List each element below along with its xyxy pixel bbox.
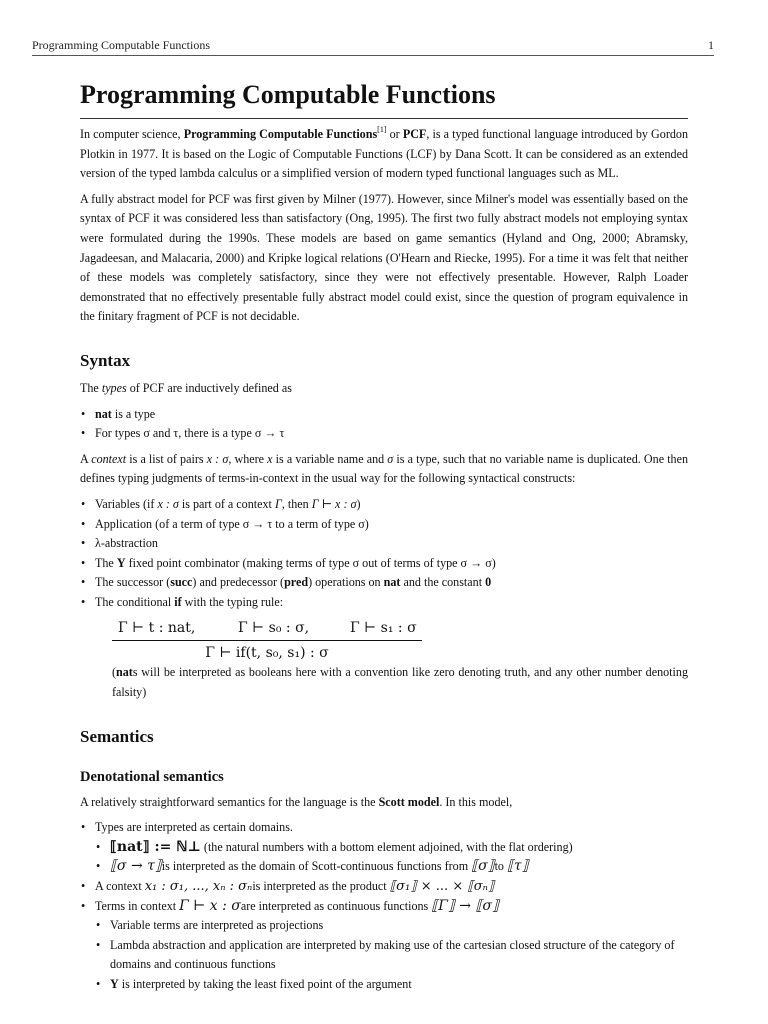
list-item: • Application (of a term of type σ → τ to a term of type σ) [80, 515, 688, 535]
semantics-list [80, 818, 688, 994]
math: ⟦σ → τ⟧ [110, 858, 162, 875]
text: ) and predecessor ( [192, 575, 285, 590]
types-intro [80, 379, 688, 399]
math: Γ [274, 496, 282, 511]
text: with the typing rule: [181, 594, 284, 609]
text: is a variable name and [272, 451, 388, 466]
list-item: • Types are interpreted as certain domains. [80, 818, 688, 838]
types-list [80, 405, 688, 444]
text: , is a typed functional language introduced by Gordon Plotkin in 1977. It is based on the Logic of Computable Functions (LCF) by Dana Scott. It can be considered as an extended version of the typed lambda calculus or a simplified version of modern typed functional languages such as ML. [80, 127, 688, 181]
math: ⟦nat⟧ := ℕ⊥ [110, 838, 201, 855]
nested-list [95, 838, 688, 877]
page-number: 1 [708, 38, 714, 52]
term-pcf: PCF [402, 127, 427, 141]
math: ⟦σ₁⟧ × ... × ⟦σₙ⟧ [389, 879, 495, 895]
list-item [80, 897, 688, 917]
term-nat: nat [116, 665, 133, 680]
list-item [80, 495, 688, 515]
text: A context [95, 879, 145, 894]
text: or [386, 127, 403, 141]
text: The [95, 555, 117, 570]
list-item [80, 405, 688, 425]
article-body [80, 78, 688, 1001]
context-paragraph [80, 450, 688, 489]
list-item [80, 877, 688, 897]
term-context: context [91, 451, 127, 466]
text: ) operations on [308, 575, 384, 590]
text: is a list of pairs [126, 451, 207, 466]
list-item: • For types σ and τ, there is a type σ → τ [80, 424, 688, 444]
math: Γ ⊢ x : σ [311, 496, 357, 511]
term-pcf-full: Programming Computable Functions [183, 127, 378, 141]
text: s will be interpreted as booleans here with a convention like zero denoting truth, and any other number denoting falsity) [112, 665, 688, 700]
nested-list-wrap [80, 916, 688, 994]
text: Terms in context [95, 898, 180, 913]
rule-conclusion: Γ ⊢ if(t, s₀, s₁) : σ [205, 645, 329, 662]
text: A [80, 451, 92, 466]
text: . In this model, [439, 794, 513, 809]
math: ⟦Γ⟧ → ⟦σ⟧ [431, 897, 499, 914]
term-nat: nat [95, 406, 112, 421]
text: A relatively straightforward semantics for the language is the [80, 794, 379, 809]
text: is interpreted as the product [252, 879, 390, 894]
math: ⟦τ⟧ [507, 858, 529, 875]
text: to [494, 859, 507, 874]
text: is part of a context [178, 496, 275, 511]
text: is interpreted by taking the least fixed point of the argument [118, 977, 412, 991]
text: are interpreted as continuous functions [240, 898, 432, 913]
list-item [80, 593, 688, 613]
term-zero: 0 [485, 575, 492, 590]
intro-paragraph-2: A fully abstract model for PCF was first given by Milner (1977). However, since Milner's model was essentially based on the syntax of PCF it was considered less than satisfactory (Ong, 1995). The first two fully abstract models not employing syntax were formulated during the 1990s. These models are based on game semantics (Hyland and Ong, 2000; Abramsky, Jagadeesan, and Malacaria, 2000) and Kripke logical relations (O'Hearn and Riecke, 1995). For a time it was felt that neither of these models was completely satisfactory, since they were not effectively presentable. However, Ralph Loader demonstrated that no effectively presentable fully abstract model could exist, since the question of program equivalence in the finitary fragment of PCF is not decidable. [80, 191, 688, 324]
term-nat: nat [383, 575, 401, 590]
list-item [95, 838, 688, 858]
list-item [95, 975, 688, 995]
term-if: if [174, 594, 182, 609]
math: x [267, 451, 273, 466]
text: The [80, 380, 102, 395]
text: Variables (if [95, 496, 158, 511]
math: x : σ [157, 496, 179, 511]
list-item [80, 554, 688, 574]
list-item: • Variable terms are interpreted as projections [95, 916, 688, 936]
subsection-heading-denotational: Denotational semantics [80, 768, 224, 785]
text: The conditional [95, 594, 175, 609]
constructs-list [80, 495, 688, 613]
text: ) [356, 496, 361, 511]
semantics-intro [80, 793, 688, 813]
intro-paragraph-1 [80, 125, 688, 184]
text: ( [112, 665, 117, 680]
text: is a type, such that no variable name is duplicated. One then defines typing judgments of terms-in-context in the usual way for the following syntactical constructs: [80, 451, 689, 486]
text: of PCF are inductively defined as [126, 380, 292, 395]
list-item: • Lambda abstraction and application are interpreted by making use of the cartesian closed structure of the category of domains and continuous functions [95, 936, 688, 975]
text: , where [228, 451, 268, 466]
nested-list-wrap [80, 838, 688, 877]
reference-link[interactable]: [1] [377, 125, 387, 134]
term-succ: succ [170, 575, 193, 590]
typing-rule [112, 618, 422, 663]
text: is interpreted as the domain of Scott-continuous functions from [161, 859, 472, 874]
section-heading-syntax: Syntax [80, 350, 131, 370]
rule-premises [112, 618, 422, 641]
premise: Γ ⊢ s₀ : σ, [238, 620, 310, 637]
running-header [32, 38, 714, 56]
text: and the constant [400, 575, 486, 590]
math: x₁ : σ₁, ..., xₙ : σₙ [144, 879, 253, 895]
math: σ [387, 451, 394, 466]
math: ⟦σ⟧ [471, 858, 495, 875]
page-title: Programming Computable Functions [80, 78, 688, 119]
text: In computer science, [80, 127, 184, 141]
text: is a type [111, 406, 156, 421]
premise: Γ ⊢ s₁ : σ [350, 620, 417, 637]
list-item: • λ-abstraction [80, 534, 688, 554]
list-item [80, 573, 688, 593]
term-types: types [101, 380, 127, 395]
term-y: Y [116, 555, 126, 570]
text: (the natural numbers with a bottom element adjoined, with the flat ordering) [200, 839, 573, 854]
text: fixed point combinator (making terms of type σ out of terms of type σ → σ) [125, 555, 496, 570]
rule-note [112, 663, 688, 702]
section-heading-semantics: Semantics [80, 726, 154, 746]
math: x : σ [206, 451, 229, 466]
term-scott-model: Scott model [378, 794, 440, 809]
running-title: Programming Computable Functions [32, 38, 210, 52]
premise: Γ ⊢ t : nat, [118, 620, 196, 637]
list-item [95, 857, 688, 877]
nested-list [95, 916, 688, 994]
text: The successor ( [95, 575, 171, 590]
term-y: Y [110, 977, 119, 991]
text: , then [281, 496, 312, 511]
term-pred: pred [284, 575, 309, 590]
math: Γ ⊢ x : σ [179, 897, 241, 914]
